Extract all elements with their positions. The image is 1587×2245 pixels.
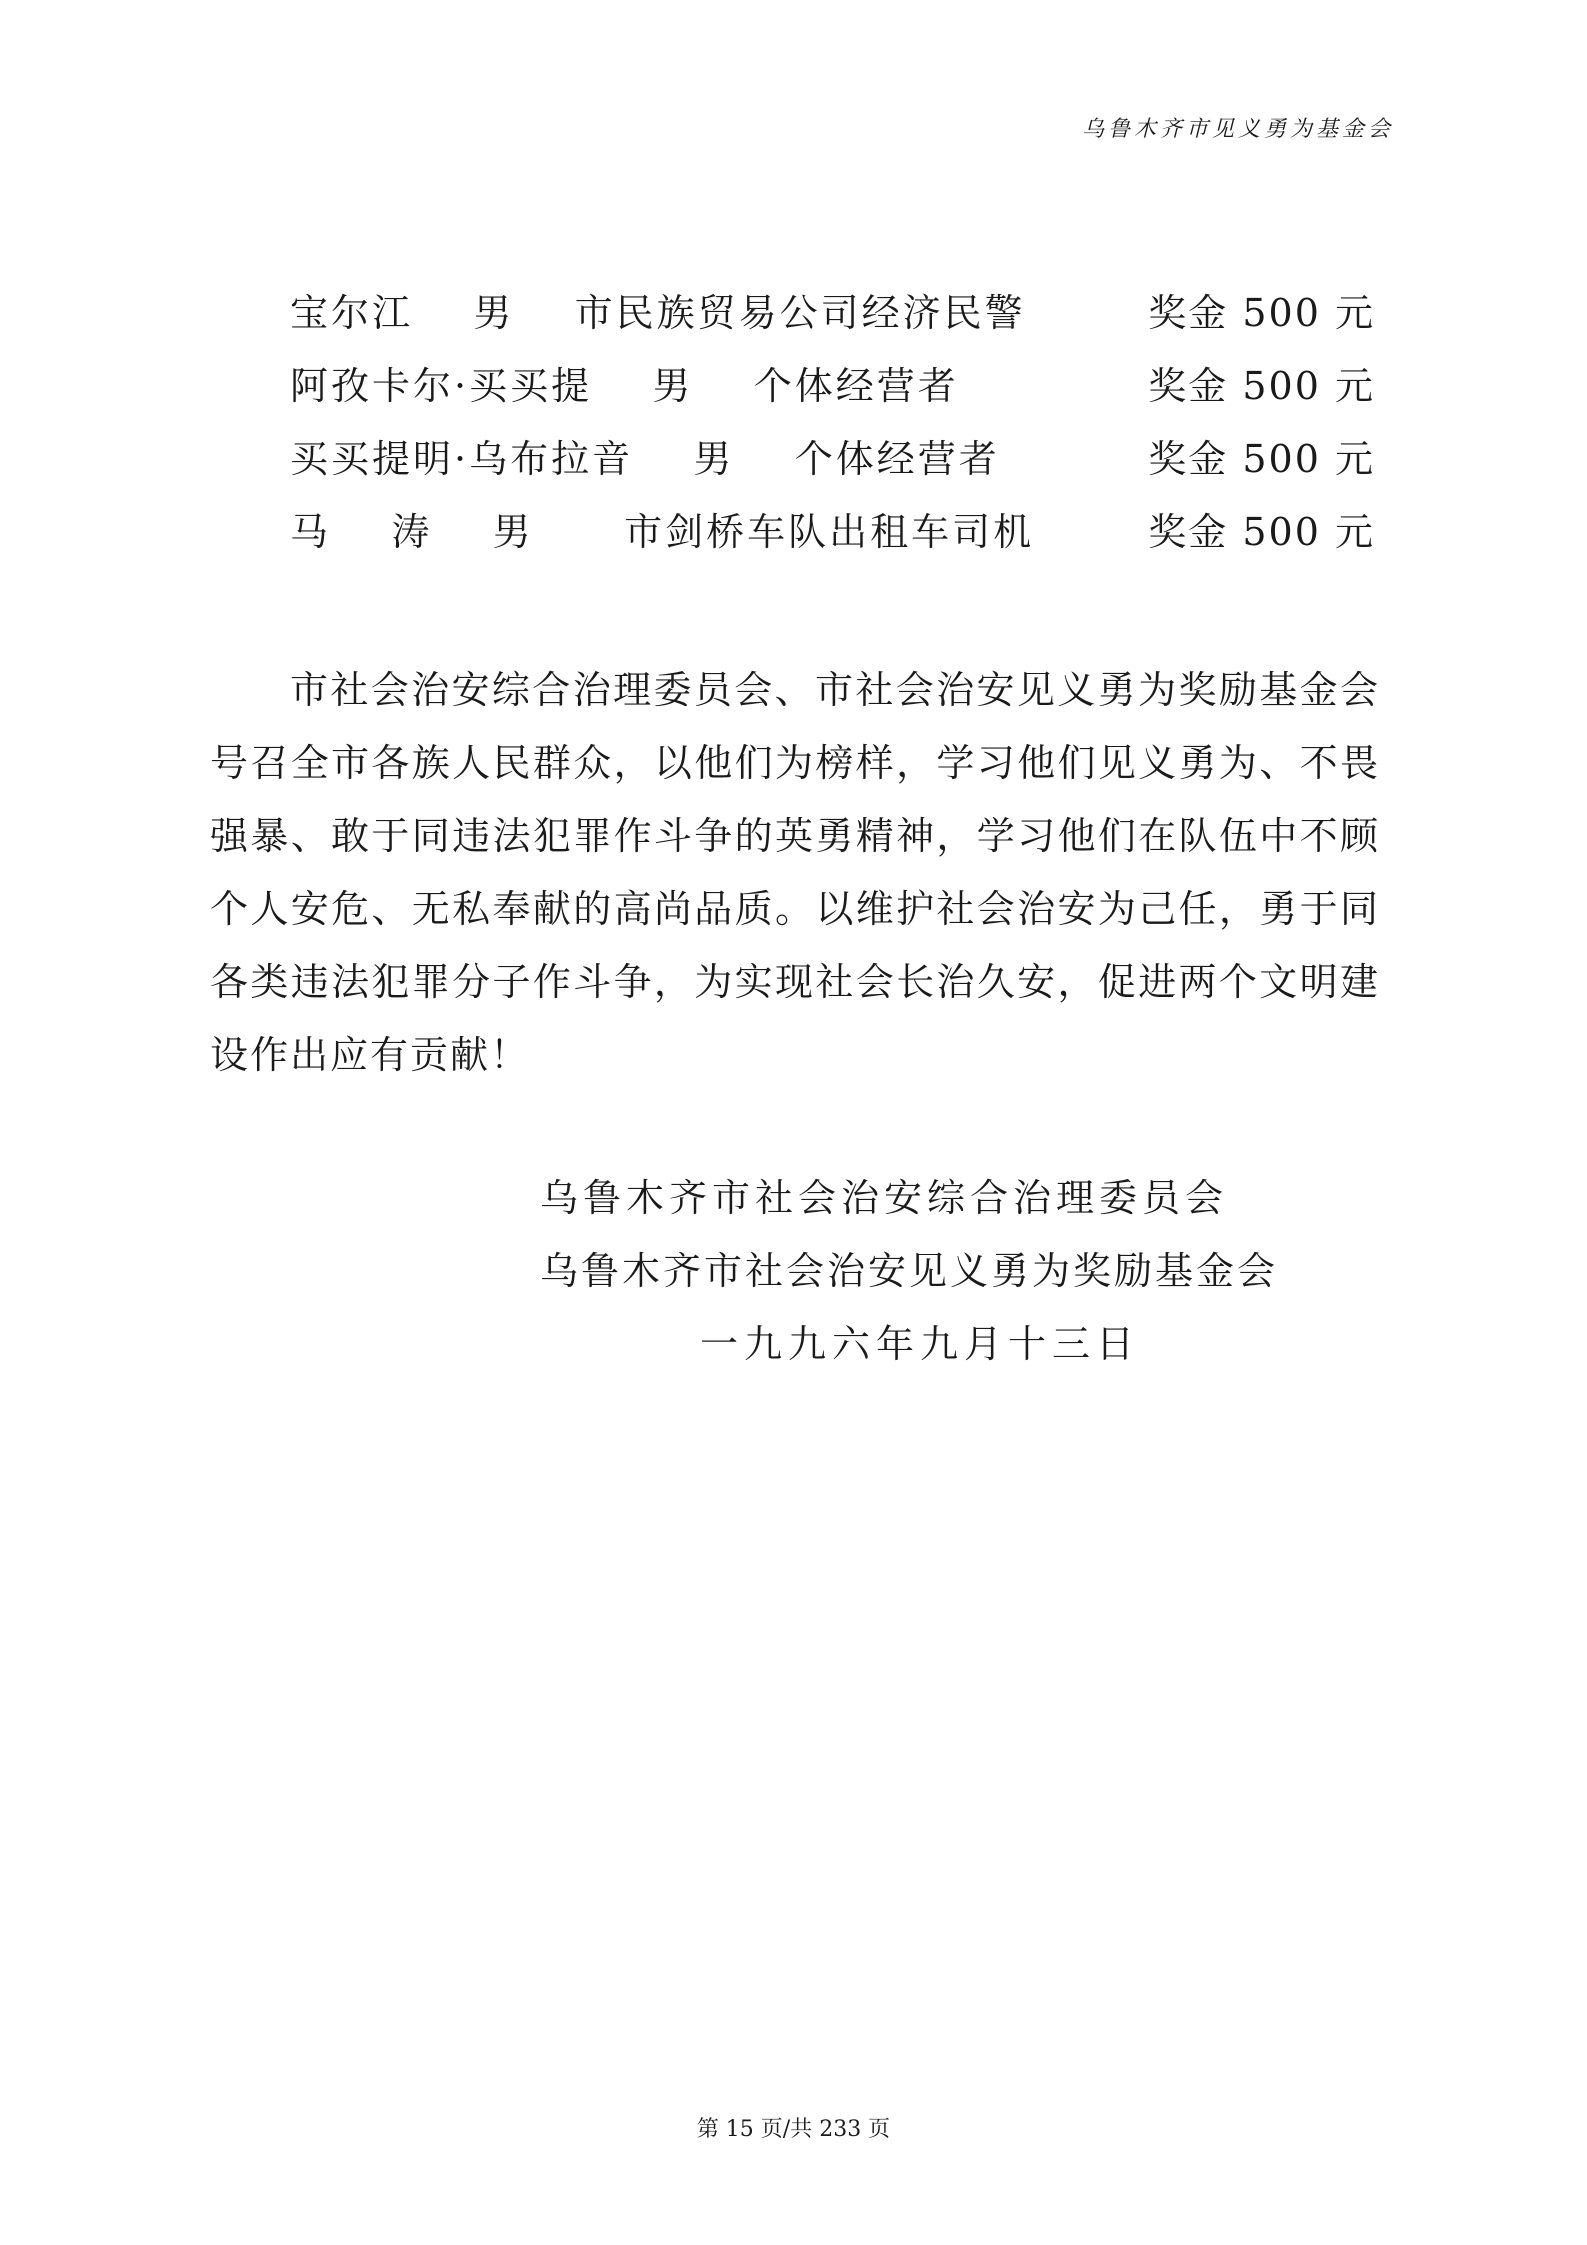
- award-row: [290, 361, 1375, 434]
- award-recipient: 买买提明·乌布拉音 男 个体经营者: [290, 437, 1000, 481]
- signature-org-2: 乌鲁木齐市社会治安见义勇为奖励基金会: [540, 1249, 1279, 1293]
- body-paragraph: 市社会治安综合治理委员会、市社会治安见义勇为奖励基金会号召全市各族人民群众，以他们为榜样，学习他们见义勇为、不畏强暴、敢于同违法犯罪作斗争的英勇精神，学习他们在队伍中不顾个人安危、无私奉献的高尚品质。以维护社会治安为己任，勇于同各类违法犯罪分子作斗争，为实现社会长治久安，促进两个文明建设作出应有贡献！: [210, 668, 1380, 1077]
- award-prize: 奖金 500 元: [1148, 291, 1375, 335]
- award-prize: 奖金 500 元: [1148, 510, 1375, 554]
- award-row: [290, 288, 1375, 361]
- signature-date: 一九九六年九月十三日: [700, 1322, 1141, 1366]
- page-header: 乌鲁木齐市见义勇为基金会: [1081, 117, 1394, 142]
- award-prize: 奖金 500 元: [1148, 364, 1375, 408]
- page-footer: 第 15 页/共 233 页: [696, 2117, 891, 2142]
- award-recipient: 马 涛 男 市剑桥车队出租车司机: [290, 510, 1035, 554]
- award-row: [290, 434, 1375, 507]
- signature-org-1: 乌鲁木齐市社会治安综合治理委员会: [540, 1176, 1229, 1220]
- award-list: [290, 288, 1375, 580]
- award-recipient: 宝尔江 男 市民族贸易公司经济民警: [290, 291, 1026, 335]
- award-recipient: 阿孜卡尔·买买提 男 个体经营者: [290, 364, 959, 408]
- award-prize: 奖金 500 元: [1148, 437, 1375, 481]
- award-row: [290, 507, 1375, 580]
